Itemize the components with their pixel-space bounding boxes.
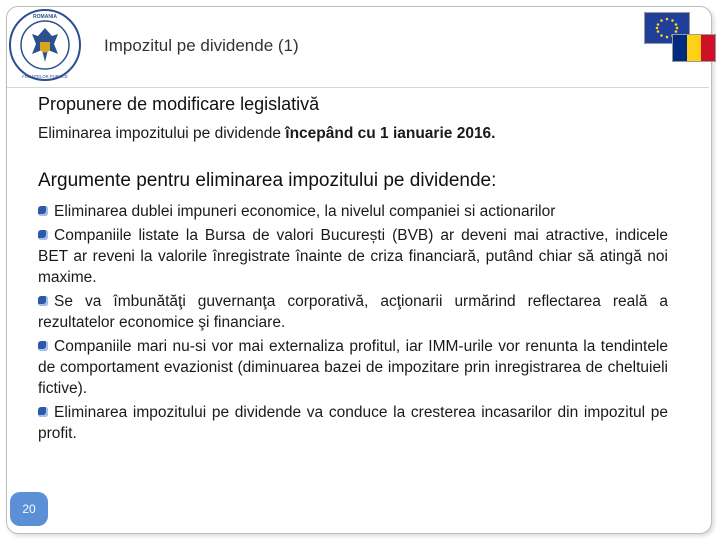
proposal-text xyxy=(38,125,668,144)
list-item xyxy=(38,225,668,288)
arguments-list xyxy=(38,201,668,444)
bullet-icon xyxy=(38,407,48,417)
svg-text:ROMANIA: ROMANIA xyxy=(33,14,57,20)
argument-text: Eliminarea impozitului pe dividende va conduce la cresterea incasarilor din impozitul pe profit. xyxy=(38,403,668,442)
bullet-icon xyxy=(38,230,48,240)
proposal-text-date: începând cu 1 ianuarie 2016. xyxy=(285,125,496,142)
page-number-badge: 20 xyxy=(10,492,48,526)
bullet-icon xyxy=(38,206,48,216)
slide-content xyxy=(38,94,668,460)
list-item xyxy=(38,201,668,222)
argument-text: Companiile mari nu-si vor mai externaliza profitul, iar IMM-urile vor renunta la tendintele de comportament evazionist (diminuarea bazei de impozitare prin inregistrarea de cheltuieli fictive). xyxy=(38,337,668,397)
list-item xyxy=(38,291,668,333)
bullet-icon xyxy=(38,341,48,351)
list-item xyxy=(38,336,668,399)
flags-group xyxy=(644,12,714,52)
arguments-heading: Argumente pentru eliminarea impozitului pe dividende: xyxy=(38,169,497,191)
page-title: Impozitul pe dividende (1) xyxy=(104,36,299,55)
svg-text:FINANTELOR PUBLICE: FINANTELOR PUBLICE xyxy=(22,74,68,79)
ministry-seal-logo xyxy=(8,8,82,82)
argument-text: Companiile listate la Bursa de valori București (BVB) ar deveni mai atractive, indicele BET ar reveni la valorile înregistrate înainte de criza financiară, putând chiar să atingă noi maxime. xyxy=(38,226,668,286)
argument-text: Se va îmbunătăţi guvernanţa corporativă, acţionarii urmărind reflectarea reală a rezultatelor economice şi financiare. xyxy=(38,292,668,331)
proposal-heading: Propunere de modificare legislativă xyxy=(38,94,320,114)
romania-flag-icon xyxy=(672,34,716,62)
list-item xyxy=(38,402,668,444)
argument-text: Eliminarea dublei impuneri economice, la nivelul companiei si actionarilor xyxy=(54,202,556,220)
bullet-icon xyxy=(38,296,48,306)
proposal-text-prefix: Eliminarea impozitului pe dividende xyxy=(38,125,286,142)
